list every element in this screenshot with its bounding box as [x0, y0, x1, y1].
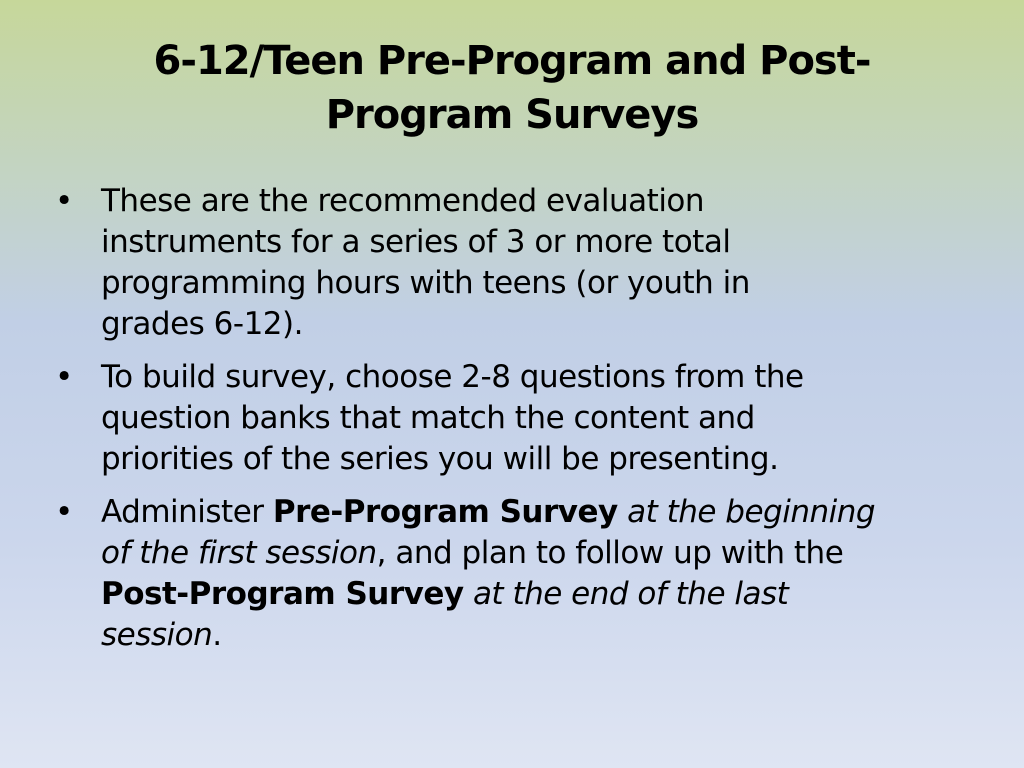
bullet-text-line: grades 6-12).	[101, 306, 303, 342]
follow-up-text: , and plan to follow up with the	[376, 535, 844, 571]
period-text: .	[212, 617, 222, 653]
bullet-text-line: To build survey, choose 2-8 questions from the	[101, 359, 804, 395]
space-text	[618, 494, 627, 530]
bullet-text-line: instruments for a series of 3 or more total	[101, 224, 731, 260]
title-line-1: 6-12/Teen Pre-Program and Post-	[153, 38, 871, 84]
bullet-text-line	[101, 492, 965, 533]
space-text	[464, 576, 473, 612]
at-beginning-text: at the beginning	[627, 494, 876, 530]
post-program-survey-text: Post-Program Survey	[101, 576, 464, 612]
title-line-2: Program Surveys	[325, 92, 699, 138]
bullet-text-line: These are the recommended evaluation	[101, 183, 705, 219]
administer-text: Administer	[101, 494, 273, 530]
bullet-icon: •	[55, 494, 73, 530]
session-text: session	[101, 617, 213, 653]
bullet-item-administer-surveys	[55, 492, 965, 656]
bullet-text-line	[101, 615, 965, 656]
bullet-text-line: question banks that match the content and	[101, 400, 755, 436]
bullet-item-build-survey	[55, 357, 965, 480]
at-end-text: at the end of the last	[472, 576, 789, 612]
bullet-text-line	[101, 533, 965, 574]
slide-title	[60, 34, 964, 142]
bullet-text-line	[101, 574, 965, 615]
pre-program-survey-text: Pre-Program Survey	[272, 494, 618, 530]
bullet-icon: •	[55, 359, 73, 395]
bullet-item-evaluation-instruments	[55, 181, 965, 345]
bullet-text-line: programming hours with teens (or youth in	[101, 265, 750, 301]
first-session-text: of the first session	[101, 535, 377, 571]
bullet-list	[55, 181, 965, 668]
bullet-icon: •	[55, 183, 73, 219]
bullet-text-line: priorities of the series you will be presenting.	[101, 441, 779, 477]
